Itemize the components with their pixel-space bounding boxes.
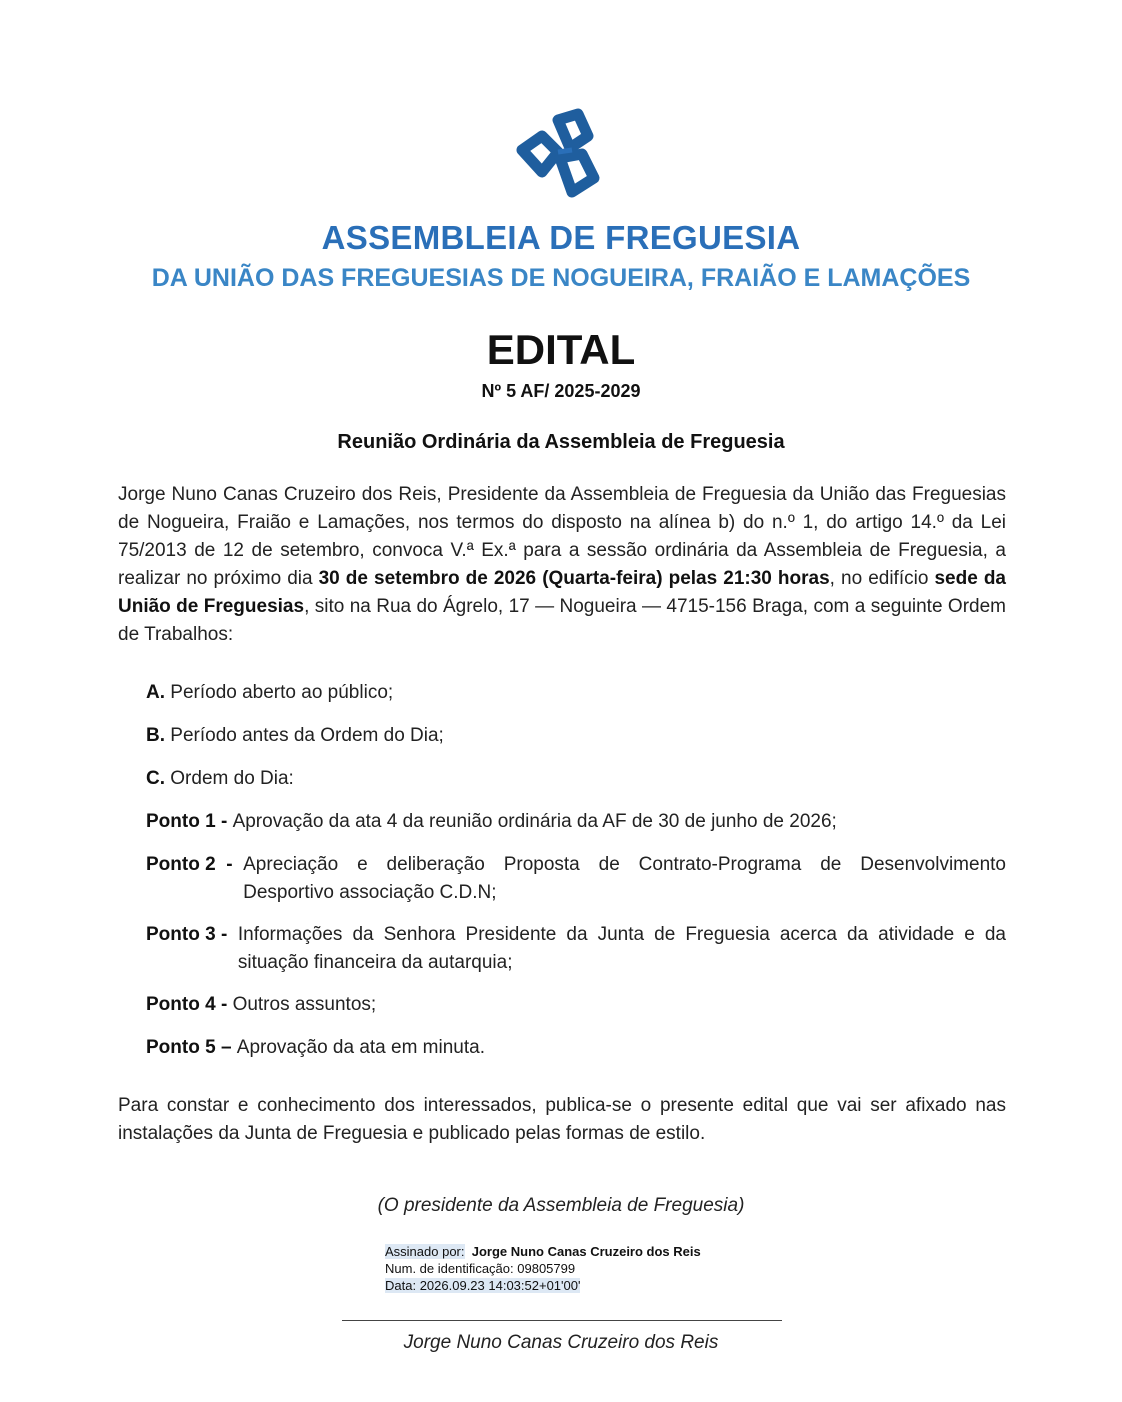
- intro-text-1: Jorge Nuno Canas Cruzeiro dos Reis, Presidente da Assembleia de Freguesia da União das Freguesias de Nogueira, Fraião e Lamações, nos termos do disposto na alínea b) do n.º 1, do artigo 14.º da Lei 75/2013 de 12 de setembro, convoca V.ª Ex.ª para a sessão ordinária da Assembleia de Freguesia, a realizar no próximo dia: [118, 484, 1006, 589]
- meeting-title: Reunião Ordinária da Assembleia de Freguesia: [337, 431, 785, 453]
- org-subtitle: DA UNIÃO DAS FREGUESIAS DE NOGUEIRA, FRAIÃO E LAMAÇÕES: [151, 264, 971, 292]
- date-value: 2026.09.23 14:03:52+01'00': [419, 1278, 581, 1293]
- document-title: EDITAL: [486, 326, 636, 373]
- intro-text-3: , sito na Rua do Ágrelo, 17 — Nogueira — 4715-156 Braga, com a seguinte Ordem de Trabalhos:: [118, 596, 1006, 645]
- agenda-point-1: [146, 808, 1006, 836]
- agenda-point-3: [146, 921, 1006, 977]
- point-text: Apreciação e deliberação Proposta de Contrato-Programa de Desenvolvimento Desportivo associação C.D.N;: [243, 854, 1006, 903]
- point-text: Outros assuntos;: [232, 994, 377, 1015]
- point-label: Ponto 3 -: [146, 924, 238, 945]
- intro-paragraph: [118, 481, 1006, 649]
- closing-paragraph: Para constar e conhecimento dos interessados, publica-se o presente edital que vai ser afixado nas instalações da Junta de Freguesia e publicado pelas formas de estilo.: [118, 1095, 1006, 1144]
- signer-name: Jorge Nuno Canas Cruzeiro dos Reis: [403, 1332, 719, 1353]
- meeting-date: 30 de setembro de 2026 (Quarta-feira) pelas 21:30 horas: [318, 568, 830, 589]
- signed-by-name: Jorge Nuno Canas Cruzeiro dos Reis: [471, 1244, 701, 1259]
- agenda-letter: A.: [146, 682, 165, 703]
- signature-line: [342, 1320, 782, 1321]
- id-value: 09805799: [517, 1261, 576, 1276]
- intro-text-2: , no edifício: [829, 568, 935, 589]
- signed-by-label: Assinado por:: [385, 1244, 465, 1259]
- agenda-letter: C.: [146, 768, 165, 789]
- point-text: Aprovação da ata em minuta.: [236, 1037, 485, 1058]
- document-number: Nº 5 AF/ 2025-2029: [481, 381, 641, 401]
- point-text: Informações da Senhora Presidente da Junta de Freguesia acerca da atividade e da situação financeira da autarquia;: [237, 924, 1006, 973]
- date-label: Data:: [385, 1278, 417, 1293]
- agenda-text: Ordem do Dia:: [170, 768, 294, 789]
- point-label: Ponto 5 –: [146, 1037, 237, 1058]
- point-label: Ponto 2 -: [146, 854, 244, 875]
- agenda-item-b: [146, 722, 1006, 750]
- tri-loop-logo-icon: [512, 106, 604, 202]
- point-text: Aprovação da ata 4 da reunião ordinária da AF de 30 de junho de 2026;: [232, 811, 837, 832]
- point-label: Ponto 1 -: [146, 811, 233, 832]
- digital-signature-stamp: [385, 1243, 701, 1294]
- meeting-venue: sede da União de Freguesias: [118, 568, 1006, 617]
- agenda-point-4: [146, 991, 1006, 1019]
- agenda-item-a: [146, 679, 1006, 707]
- id-label: Num. de identificação:: [385, 1261, 514, 1276]
- org-title: ASSEMBLEIA DE FREGUESIA: [321, 219, 801, 256]
- agenda-point-5: [146, 1034, 1006, 1062]
- signer-role: (O presidente da Assembleia de Freguesia): [377, 1195, 745, 1216]
- agenda-item-c: [146, 765, 1006, 793]
- agenda-text: Período antes da Ordem do Dia;: [170, 725, 444, 746]
- point-label: Ponto 4 -: [146, 994, 233, 1015]
- agenda-text: Período aberto ao público;: [170, 682, 394, 703]
- agenda-point-2: [146, 851, 1006, 907]
- agenda-letter: B.: [146, 725, 165, 746]
